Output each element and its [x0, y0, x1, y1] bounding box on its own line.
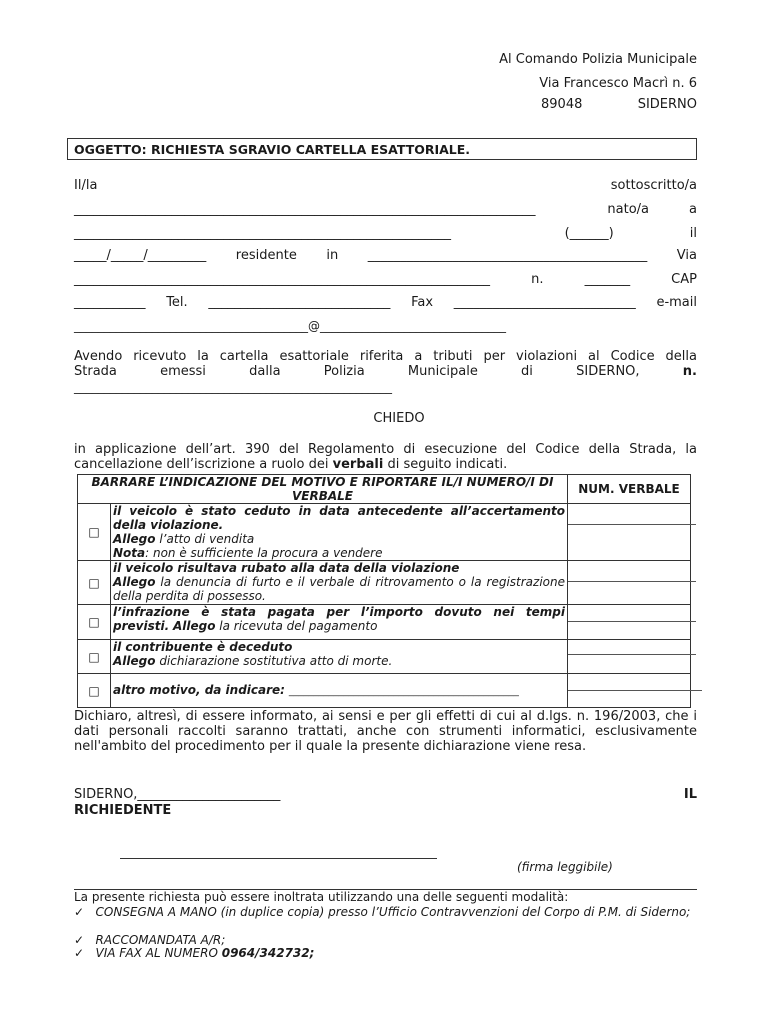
footer-intro: La presente richiesta può essere inoltrata utilizzando una delle seguenti modalità:	[74, 890, 569, 904]
reason-checkbox[interactable]: □	[78, 605, 111, 640]
privacy-declaration: Dichiaro, altresì, di essere informato, ai sensi e per gli effetti di cui al d.lgs. n. 196/2003, che i dati personali raccolti saranno trattati, anche con strumenti informatici, esclusivamente nell'ambito del procedimento per il quale la presente dichiarazione viene resa.	[74, 709, 697, 754]
avendo-word: SIDERNO,	[576, 364, 640, 379]
reason-note-label: Nota	[113, 546, 146, 560]
firma-caption: (firma leggibile)	[517, 860, 613, 874]
table-row	[78, 504, 691, 561]
signature-line[interactable]	[120, 858, 437, 859]
applicazione-verbali: verbali	[332, 457, 384, 472]
province-field[interactable]: (______)	[564, 226, 614, 241]
email-field[interactable]: _______________________________________@_______________________________	[74, 319, 506, 333]
reason-cell	[111, 561, 568, 605]
recipient-street: Via Francesco Macrì n. 6	[539, 76, 697, 91]
applicazione-line-2	[74, 457, 697, 472]
avendo-line-2	[74, 364, 697, 379]
form-label-n: n.	[531, 272, 544, 287]
chiedo-heading: CHIEDO	[373, 411, 425, 426]
avendo-word: di	[521, 364, 533, 379]
verbale-number-cell[interactable]	[568, 674, 691, 708]
reason-checkbox[interactable]: □	[78, 640, 111, 674]
reason-checkbox[interactable]: □	[78, 561, 111, 605]
reason-cell	[111, 674, 568, 708]
reason-title: il veicolo risultava rubato alla data della violazione	[113, 561, 460, 575]
reason-cell	[111, 605, 568, 640]
reason-title: altro motivo, da indicare:	[113, 682, 285, 697]
form-label-a: a	[689, 202, 697, 217]
recipient-cap: 89048	[541, 97, 583, 112]
form-line-1	[74, 178, 697, 193]
form-label-sottoscritto: sottoscritto/a	[610, 178, 697, 193]
reason-allego-label: Allego	[113, 654, 156, 668]
form-label-email: e-mail	[656, 295, 697, 310]
avendo-word: Polizia	[323, 364, 365, 379]
verbale-number-cell[interactable]	[568, 605, 691, 640]
reason-allego-text: la ricevuta del pagamento	[215, 619, 378, 633]
form-label-tel: Tel.	[166, 295, 188, 310]
fax-field[interactable]: ____________________________	[453, 295, 636, 310]
footer-option-3-text: VIA FAX AL NUMERO	[95, 946, 222, 960]
fax-number: 0964/342732;	[221, 946, 315, 960]
avendo-line-1: Avendo ricevuto la cartella esattoriale riferita a tributi per violazioni al Codice della	[74, 349, 697, 364]
form-label-residente: residente	[235, 248, 297, 263]
phone-field[interactable]: ____________________________	[208, 295, 391, 310]
form-label-cap: CAP	[671, 272, 697, 287]
reason-title: il veicolo è stato ceduto in data antecedente all’accertamento della violazione.	[113, 504, 565, 532]
name-field[interactable]: _______________________________________________________________________	[74, 202, 536, 217]
reason-checkbox[interactable]: □	[78, 674, 111, 708]
footer-option-1-text: CONSEGNA A MANO (in duplice copia) presso l’Ufficio Contravvenzioni del Corpo di P.M. di Siderno;	[95, 905, 691, 919]
reason-allego-label: Allego	[172, 619, 216, 633]
recipient-city: SIDERNO	[637, 97, 697, 112]
richiedente-label: RICHIEDENTE	[74, 803, 172, 818]
verbale-number-cell[interactable]	[568, 561, 691, 605]
table-row	[78, 640, 691, 674]
reason-title: il contribuente è deceduto	[113, 640, 293, 654]
birthplace-field[interactable]: __________________________________________________________	[74, 226, 451, 241]
reason-allego-label: Allego	[113, 575, 156, 589]
footer-option-3	[74, 947, 697, 960]
recipient: Al Comando Polizia Municipale	[499, 52, 697, 67]
check-icon: ✓	[74, 905, 85, 919]
form-line-5	[74, 272, 697, 287]
place-date-field[interactable]: SIDERNO,______________________	[74, 787, 281, 802]
footer-option-1	[74, 906, 697, 919]
verbale-number-line	[568, 690, 702, 691]
other-reason-field[interactable]: ______________________________________________	[288, 685, 519, 697]
applicazione-text: cancellazione dell’iscrizione a ruolo dei	[74, 457, 333, 472]
avendo-word: Municipale	[407, 364, 478, 379]
avendo-word: Strada	[74, 364, 117, 379]
reason-allego-text: dichiarazione sostitutiva atto di morte.	[155, 654, 393, 668]
verbale-number-line	[568, 654, 696, 655]
footer-option-2-text: RACCOMANDATA A/R;	[95, 933, 226, 947]
reason-allego-text: la denuncia di furto e il verbale di ritrovamento o la registrazione della perdita di possesso.	[113, 575, 565, 603]
verbale-number-line	[568, 524, 696, 525]
verbale-number-cell[interactable]	[568, 504, 691, 561]
verbale-number-cell[interactable]	[568, 640, 691, 674]
form-label-via: Via	[676, 248, 697, 263]
form-line-6	[74, 295, 697, 310]
table-row	[78, 561, 691, 605]
table-row	[78, 674, 691, 708]
avendo-word: emessi	[160, 364, 206, 379]
avendo-number-label: n.	[682, 364, 697, 379]
street-field[interactable]: ________________________________________________________________	[74, 272, 490, 287]
subject-box: OGGETTO: RICHIESTA SGRAVIO CARTELLA ESATTORIALE.	[67, 138, 697, 160]
check-icon: ✓	[74, 946, 85, 960]
table-header-row	[78, 475, 691, 504]
form-label-in: in	[326, 248, 339, 263]
table-row	[78, 605, 691, 640]
birthdate-field[interactable]: _____/_____/_________	[74, 248, 207, 263]
house-number-field[interactable]: _______	[584, 272, 631, 287]
reason-title: l’infrazione è stata pagata per l’importo dovuto nei tempi previsti.	[113, 605, 565, 633]
check-icon: ✓	[74, 933, 85, 947]
verbale-number-line	[568, 621, 696, 622]
reason-cell	[111, 504, 568, 561]
cap-field[interactable]: ___________	[74, 295, 146, 310]
form-label-il: il	[689, 226, 697, 241]
avendo-word: dalla	[249, 364, 281, 379]
applicazione-line-1: in applicazione dell’art. 390 del Regolamento di esecuzione del Codice della Strada, la	[74, 442, 697, 457]
form-line-3	[74, 226, 697, 241]
table-header-num: NUM. VERBALE	[568, 475, 691, 504]
form-line-4	[74, 248, 697, 263]
residence-field[interactable]: ___________________________________________	[367, 248, 648, 263]
applicazione-text-end: di seguito indicati.	[383, 457, 508, 472]
reason-allego-text: l’atto di vendita	[155, 532, 255, 546]
il-label: IL	[683, 787, 697, 802]
reason-cell	[111, 640, 568, 674]
reason-checkbox[interactable]: □	[78, 504, 111, 561]
form-line-2	[74, 202, 697, 217]
form-label-nato: nato/a	[607, 202, 650, 217]
reasons-table	[77, 474, 691, 708]
verbale-number-line	[568, 581, 696, 582]
reason-allego-label: Allego	[113, 532, 156, 546]
reason-note-text: : non è sufficiente la procura a vendere	[145, 546, 383, 560]
form-label-il-la: Il/la	[74, 178, 98, 193]
table-header-reason: BARRARE L’INDICAZIONE DEL MOTIVO E RIPORTARE IL/I NUMERO/I DI VERBALE	[78, 475, 568, 504]
form-label-fax: Fax	[411, 295, 434, 310]
cartella-number-field[interactable]: _____________________________________________________	[74, 380, 392, 394]
